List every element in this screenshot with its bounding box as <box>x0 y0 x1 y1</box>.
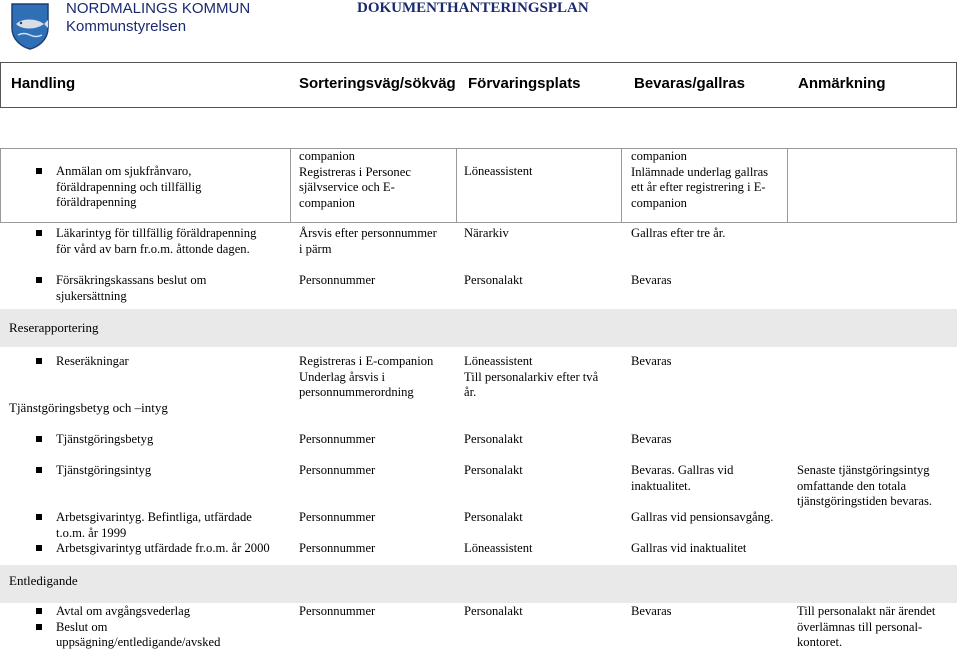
bullet-icon <box>36 358 42 364</box>
col-divider <box>621 148 622 222</box>
table-row-sorteringsvag: companion Registreras i Personec självservice och E- companion <box>299 149 411 210</box>
section-heading-tjanstgoring: Tjänstgöringsbetyg och –intyg <box>9 400 168 415</box>
table-row-sorteringsvag: Personnummer <box>299 541 376 555</box>
table-row-forvaringsplats: Personalakt <box>464 510 523 524</box>
table-row-handling: Tjänstgöringsintyg <box>56 463 152 477</box>
table-row-sorteringsvag: Personnummer <box>299 273 376 287</box>
column-header-handling: Handling <box>11 75 76 92</box>
document-title: DOKUMENTHANTERINGSPLAN <box>357 0 589 16</box>
table-row-sorteringsvag: Personnummer <box>299 510 376 524</box>
table-row-handling: Reseräkningar <box>56 354 129 368</box>
bullet-icon <box>36 436 42 442</box>
table-row-forvaringsplats: Personalakt <box>464 273 523 287</box>
section-band <box>0 565 957 603</box>
table-row-handling: Anmälan om sjukfrånvaro, föräldrapenning och tillfällig föräldrapenning <box>56 164 202 210</box>
bullet-icon <box>36 624 42 630</box>
column-header-forvaringsplats: Förvaringsplats <box>468 75 581 92</box>
table-row-handling: Arbetsgivarintyg utfärdade fr.o.m. år 2000 <box>56 541 270 555</box>
organization-unit: Kommunstyrelsen <box>66 18 187 35</box>
section-heading-entledigande: Entledigande <box>9 573 78 588</box>
table-row-handling: Tjänstgöringsbetyg <box>56 432 154 446</box>
municipality-logo <box>10 2 50 50</box>
col-divider <box>956 148 957 222</box>
table-row-anmarkning: Till personalakt när ärendet överlämnas till personal- kontoret. <box>797 604 936 650</box>
bullet-icon <box>36 608 42 614</box>
table-row-bevaras: Gallras efter tre år. <box>631 226 726 240</box>
table-row-sorteringsvag: Årsvis efter personnummer i pärm <box>299 226 437 256</box>
table-row-handling: Läkarintyg för tillfällig föräldrapenning för vård av barn fr.o.m. åttonde dagen. <box>56 226 257 256</box>
table-row-forvaringsplats: Närarkiv <box>464 226 509 240</box>
table-row-forvaringsplats: Personalakt <box>464 432 523 446</box>
bullet-icon <box>36 230 42 236</box>
table-row-sorteringsvag: Personnummer <box>299 432 376 446</box>
column-header-bevaras: Bevaras/gallras <box>634 75 745 92</box>
bullet-icon <box>36 514 42 520</box>
column-header-anmarkning: Anmärkning <box>798 75 886 92</box>
table-row-bevaras: Bevaras. Gallras vid inaktualitet. <box>631 463 734 493</box>
column-header-row <box>0 62 957 108</box>
row-divider <box>0 148 957 149</box>
table-row-sorteringsvag: Personnummer <box>299 604 376 618</box>
table-row-forvaringsplats: Löneassistent <box>464 164 533 178</box>
table-row-bevaras: Bevaras <box>631 354 672 368</box>
table-row-bevaras: Gallras vid pensionsavgång. <box>631 510 774 524</box>
section-band <box>0 309 957 347</box>
col-divider <box>290 148 291 222</box>
table-row-forvaringsplats: Löneassistent Till personalarkiv efter två år. <box>464 354 599 400</box>
table-row-sorteringsvag: Registreras i E-companion Underlag årsvis i personnummerordning <box>299 354 434 400</box>
bullet-icon <box>36 277 42 283</box>
col-divider <box>787 148 788 222</box>
bullet-icon <box>36 467 42 473</box>
table-row-bevaras: Bevaras <box>631 604 672 618</box>
col-divider <box>0 148 1 222</box>
table-row-anmarkning: Senaste tjänstgöringsintyg omfattande den totala tjänstgöringstiden bevaras. <box>797 463 933 509</box>
table-row-sorteringsvag: Personnummer <box>299 463 376 477</box>
table-row-bevaras: Gallras vid inaktualitet <box>631 541 747 555</box>
table-row-forvaringsplats: Personalakt <box>464 604 523 618</box>
table-row-handling: Arbetsgivarintyg. Befintliga, utfärdade t.o.m. år 1999 <box>56 510 252 540</box>
table-row-bevaras: Bevaras <box>631 273 672 287</box>
section-heading-reserapportering: Reserapportering <box>9 320 99 335</box>
column-header-sorteringsvag: Sorteringsväg/sökväg <box>299 75 456 92</box>
table-row-handling: Avtal om avgångsvederlag Beslut om uppsägning/entledigande/avsked <box>56 604 221 650</box>
row-divider <box>0 222 957 223</box>
table-row-forvaringsplats: Löneassistent <box>464 541 533 555</box>
bullet-icon <box>36 168 42 174</box>
table-row-forvaringsplats: Personalakt <box>464 463 523 477</box>
col-divider <box>456 148 457 222</box>
table-row-bevaras: companion Inlämnade underlag gallras ett år efter registrering i E- companion <box>631 149 769 210</box>
table-row-bevaras: Bevaras <box>631 432 672 446</box>
table-row-handling: Försäkringskassans beslut om sjukersättning <box>56 273 207 303</box>
organization-name: NORDMALINGS KOMMUN <box>66 0 251 17</box>
bullet-icon <box>36 545 42 551</box>
